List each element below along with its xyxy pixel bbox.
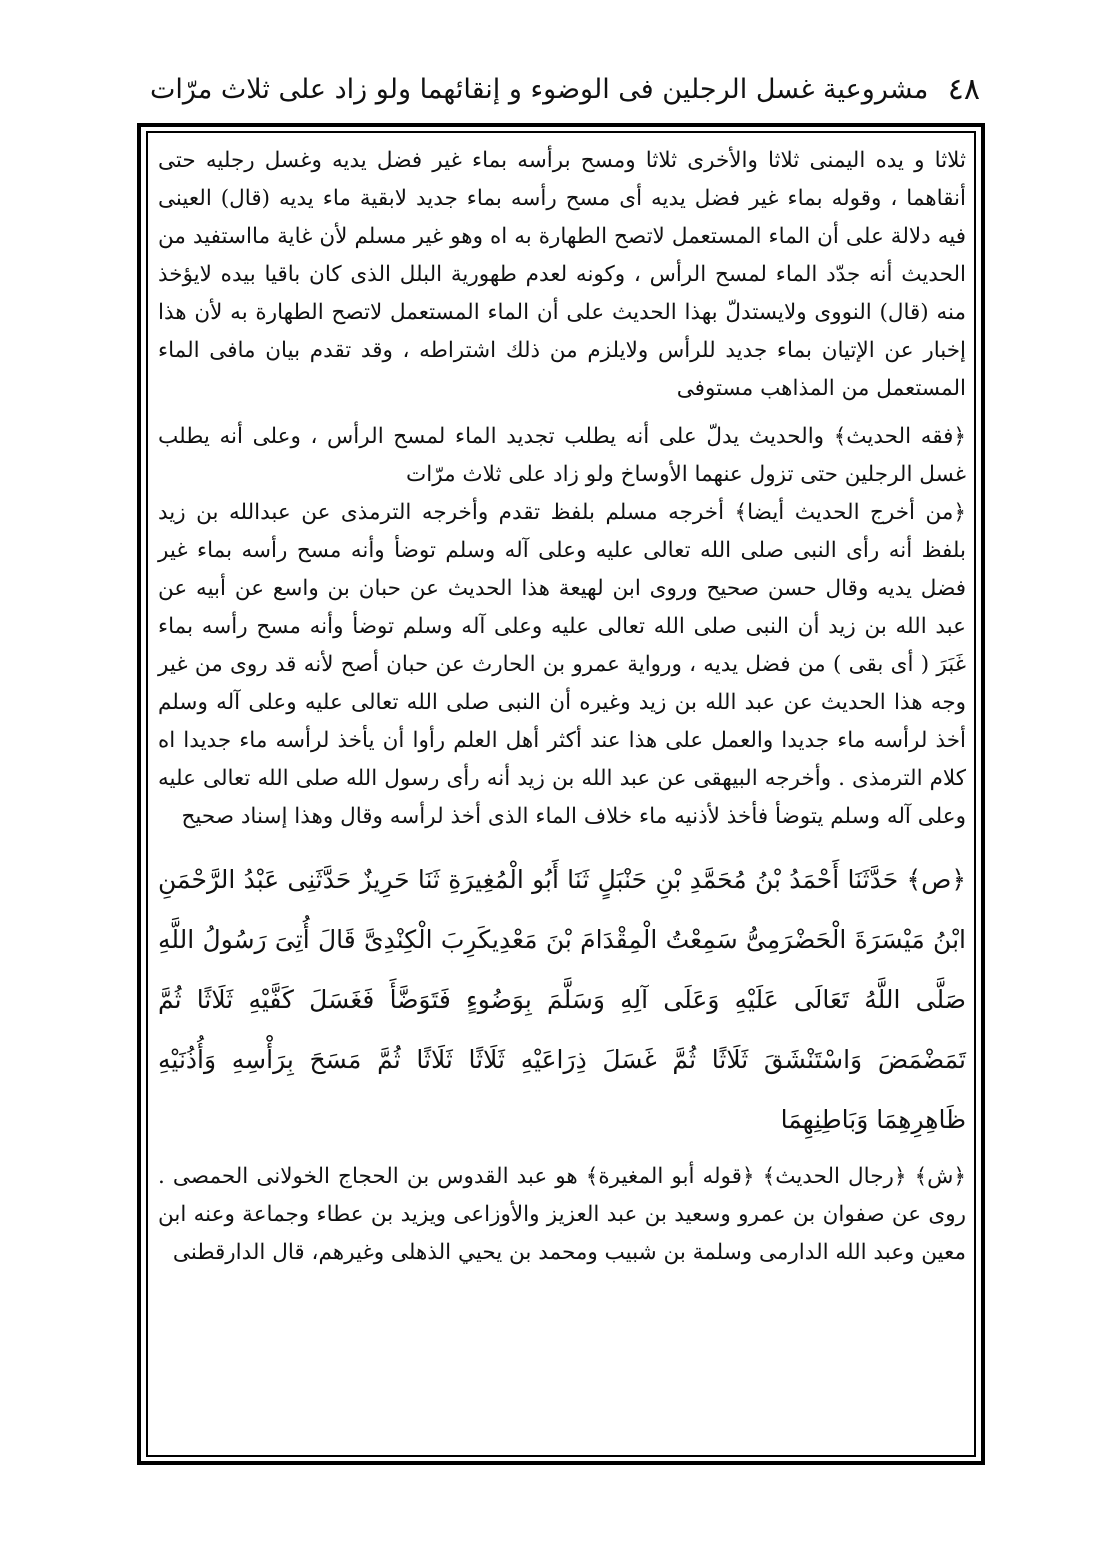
- fiqh-text: والحديث يدلّ على أنه يطلب تجديد الماء لمسح الرأس ، وعلى أنه يطلب غسل الرجلين حتى تزول عنهما الأوساخ ولو زاد على ثلاث مرّات: [158, 424, 966, 487]
- rijal-text: هو عبد القدوس بن الحجاج الخولانى الحمصى . روى عن صفوان بن عمرو وسعيد بن عبد العزيز والأوزاعى ويزيد بن عطاء وجماعة وعنه ابن معين وعبد الله الدارمى وسلمة بن شبيب ومحمد بن يحيي الذهلى وغيرهم، قال الدارقطنى: [158, 1164, 966, 1265]
- fiqh-paragraph: [158, 418, 966, 494]
- section-heading-takhrij: ﴿من أخرج الحديث أيضا﴾: [734, 500, 966, 525]
- takhrij-paragraph: [158, 494, 966, 836]
- hadith-text: حَدَّثَنَا أَحْمَدُ بْنُ مُحَمَّدِ بْنِ حَنْبَلٍ ثَنَا أَبُو الْمُغِيرَةِ ثَنَا حَرِيزٌ حَدَّثَنِى عَبْدُ الرَّحْمَنِ ابْنُ مَيْسَرَةَ الْحَضْرَمِىُّ سَمِعْتُ الْمِقْدَامَ بْنَ مَعْدِيكَرِبَ الْكِنْدِىَّ قَالَ أُتِىَ رَسُولُ اللَّهِ صَلَّى اللَّهُ تَعَالَى عَلَيْهِ وَعَلَى آلِهِ وَسَلَّمَ بِوَضُوءٍ فَتَوَضَّأَ فَغَسَلَ كَفَّيْهِ ثَلَاثًا ثُمَّ تَمَضْمَضَ وَاسْتَنْشَقَ ثَلَاثًا ثُمَّ غَسَلَ ذِرَاعَيْهِ ثَلَاثًا ثَلَاثًا ثُمَّ مَسَحَ بِرَأْسِهِ وَأُذُنَيْهِ ظَاهِرِهِمَا وَبَاطِنِهِمَا: [158, 865, 966, 1134]
- commentary-paragraph: ثلاثا و يده اليمنى ثلاثا والأخرى ثلاثا ومسح برأسه بماء غير فضل يديه وغسل رجليه حتى أنقاهما ، وقوله بماء غير فضل يديه أى مسح رأسه بماء جديد لابقية ماء يديه (قال) العينى فيه دلالة على أن الماء المستعمل لاتصح الطهارة به اه وهو غير مسلم لأن غاية مااستفيد من الحديث أنه جدّد الماء لمسح الرأس ، وكونه لعدم طهورية البلل الذى كان باقيا بيده لايؤخذ منه (قال) النووى ولايستدلّ بهذا الحديث على أن الماء المستعمل لاتصح الطهارة به لأن هذا إخبار عن الإتيان بماء جديد للرأس ولايلزم من ذلك اشتراطه ، وقد تقدم بيان مافى الماء المستعمل من المذاهب مستوفى: [158, 148, 966, 401]
- running-title: مشروعية غسل الرجلين فى الوضوء و إنقائهما ولو زاد على ثلاث مرّات: [150, 73, 929, 105]
- page-body: [158, 142, 966, 1272]
- takhrij-text: أخرجه مسلم بلفظ تقدم وأخرجه الترمذى عن عبدالله بن زيد بلفظ أنه رأى النبى صلى الله تعالى عليه وعلى آله وسلم توضأ وأنه مسح رأسه بماء غير فضل يديه وقال حسن صحيح وروى ابن لهيعة هذا الحديث عن حبان بن واسع عن أبيه عن عبد الله بن زيد أن النبى صلى الله تعالى عليه وعلى آله وسلم توضأ وأنه مسح رأسه بماء غَبَرَ ( أى بقى ) من فضل يديه ، ورواية عمرو بن الحارث عن حبان أصح لأنه قد روى من غير وجه هذا الحديث عن عبد الله بن زيد وغيره أن النبى صلى الله تعالى عليه وعلى آله وسلم أخذ لرأسه ماء جديدا والعمل على هذا عند أكثر أهل العلم رأوا أن يأخذ لرأسه ماء جديدا اه كلام الترمذى . وأخرجه البيهقى عن عبد الله بن زيد أنه رأى رسول الله صلى الله تعالى عليه وعلى آله وسلم يتوضأ فأخذ لأذنيه ماء خلاف الماء الذى أخذ لرأسه وقال وهذا إسناد صحيح: [158, 500, 966, 829]
- section-heading-rijal: ﴿رجال الحديث﴾: [762, 1164, 907, 1189]
- section-heading-abu-mughira: ﴿قوله أبو المغيرة﴾: [585, 1164, 755, 1189]
- hadith-text-block: [158, 850, 966, 1150]
- page-header: [150, 66, 980, 112]
- rijal-paragraph: [158, 1158, 966, 1272]
- section-heading-fiqh: ﴿فقه الحديث﴾: [833, 424, 966, 449]
- section-heading-matn: ﴿ص﴾: [906, 865, 966, 894]
- page-number: ٤٨: [947, 71, 980, 107]
- section-heading-sharh: ﴿ش﴾: [914, 1164, 967, 1189]
